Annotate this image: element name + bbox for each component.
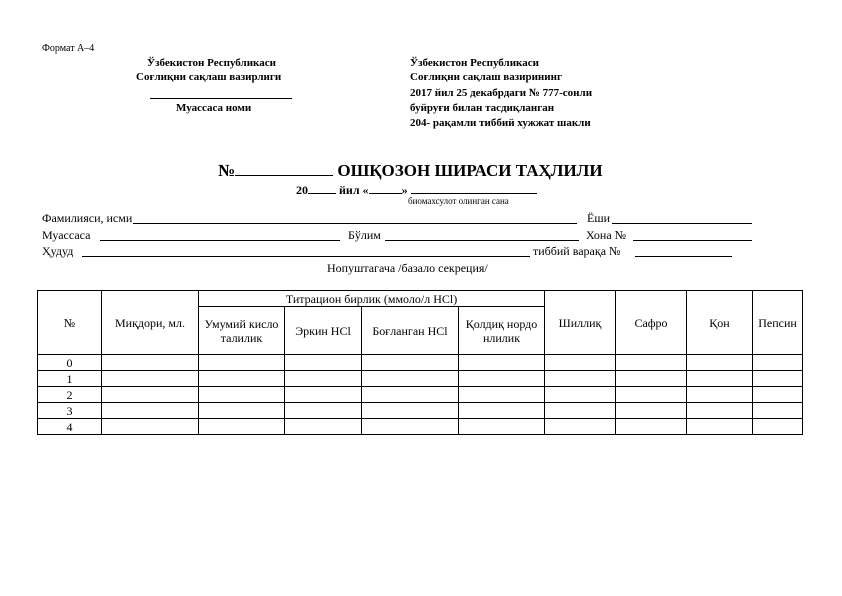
- row-number: 2: [38, 387, 102, 403]
- table-cell[interactable]: [687, 419, 753, 435]
- right-header-country: Ўзбекистон Республикаси: [410, 57, 539, 69]
- table-row: [38, 419, 803, 435]
- table-cell[interactable]: [753, 419, 803, 435]
- header-residual-acidity: Қолдиқ нордонлилик: [459, 307, 545, 355]
- table-row: [38, 403, 803, 419]
- department-label: Бўлим: [348, 228, 381, 242]
- table-cell[interactable]: [687, 371, 753, 387]
- analysis-table: [37, 290, 803, 435]
- table-cell[interactable]: [545, 387, 616, 403]
- medical-card-label: тиббий варақа №: [533, 244, 621, 258]
- table-cell[interactable]: [102, 419, 199, 435]
- name-label: Фамилияси, исми: [42, 211, 133, 225]
- table-cell[interactable]: [199, 387, 285, 403]
- table-cell[interactable]: [459, 387, 545, 403]
- table-cell[interactable]: [616, 387, 687, 403]
- table-cell[interactable]: [362, 419, 459, 435]
- institution-field-line[interactable]: [100, 228, 340, 241]
- date-day-blank: [369, 182, 402, 194]
- region-label: Ҳудуд: [42, 244, 74, 258]
- left-header-ministry: Соғлиқни сақлаш вазирлиги: [136, 71, 282, 83]
- header-free-hcl: Эркин HCl: [285, 307, 362, 355]
- table-cell[interactable]: [545, 403, 616, 419]
- header-titration-group: Титрацион бирлик (ммоло/л HCl): [199, 291, 545, 307]
- row-number: 0: [38, 355, 102, 371]
- table-cell[interactable]: [199, 419, 285, 435]
- institution-label: Муассаса: [42, 228, 91, 242]
- name-field-line[interactable]: [133, 211, 577, 224]
- header-no: №: [38, 291, 102, 355]
- table-cell[interactable]: [459, 355, 545, 371]
- table-cell[interactable]: [616, 419, 687, 435]
- date-year-prefix: 20: [296, 183, 308, 197]
- table-cell[interactable]: [102, 403, 199, 419]
- row-number: 1: [38, 371, 102, 387]
- table-cell[interactable]: [199, 355, 285, 371]
- table-cell[interactable]: [285, 355, 362, 371]
- table-cell[interactable]: [459, 371, 545, 387]
- right-header-order: 2017 йил 25 декабрдаги № 777-сонли: [410, 87, 593, 99]
- table-cell[interactable]: [362, 403, 459, 419]
- table-cell[interactable]: [362, 371, 459, 387]
- region-field-line[interactable]: [82, 244, 530, 257]
- medical-card-field-line[interactable]: [635, 244, 732, 257]
- table-cell[interactable]: [687, 355, 753, 371]
- title-text: ОШҚОЗОН ШИРАСИ ТАҲЛИЛИ: [337, 161, 603, 180]
- table-cell[interactable]: [545, 371, 616, 387]
- table-cell[interactable]: [199, 403, 285, 419]
- header-blood: Қон: [687, 291, 753, 355]
- table-cell[interactable]: [616, 355, 687, 371]
- table-cell[interactable]: [616, 371, 687, 387]
- row-number: 4: [38, 419, 102, 435]
- department-field-line[interactable]: [385, 228, 579, 241]
- table-cell[interactable]: [753, 403, 803, 419]
- date-year-suffix: йил «: [339, 183, 369, 197]
- table-cell[interactable]: [459, 419, 545, 435]
- left-header-country: Ўзбекистон Республикаси: [147, 57, 276, 69]
- room-label: Хона №: [586, 228, 627, 242]
- institution-name-line: [150, 86, 292, 99]
- table-cell[interactable]: [102, 355, 199, 371]
- header-pepsin: Пепсин: [753, 291, 803, 355]
- header-total-acidity: Умумий кислоталилик: [199, 307, 285, 355]
- table-cell[interactable]: [616, 403, 687, 419]
- table-cell[interactable]: [102, 371, 199, 387]
- room-field-line[interactable]: [633, 228, 752, 241]
- table-cell[interactable]: [199, 371, 285, 387]
- table-cell[interactable]: [753, 355, 803, 371]
- header-bile: Сафро: [616, 291, 687, 355]
- title-number-blank: [235, 160, 333, 176]
- table-cell[interactable]: [687, 403, 753, 419]
- table-cell[interactable]: [753, 387, 803, 403]
- table-cell[interactable]: [285, 371, 362, 387]
- right-header-ministry: Соғлиқни сақлаш вазирининг: [410, 71, 562, 83]
- table-cell[interactable]: [687, 387, 753, 403]
- age-label: Ёши: [587, 211, 610, 225]
- header-amount: Миқдори, мл.: [102, 291, 199, 355]
- secretion-subtitle: Нопуштагача /базало секреция/: [327, 261, 488, 275]
- header-mucus: Шиллиқ: [545, 291, 616, 355]
- table-cell[interactable]: [285, 419, 362, 435]
- table-cell[interactable]: [362, 387, 459, 403]
- table-cell[interactable]: [753, 371, 803, 387]
- page-title: [218, 160, 603, 181]
- table-row: [38, 387, 803, 403]
- table-row: [38, 355, 803, 371]
- header-bound-hcl: Боғланган HCl: [362, 307, 459, 355]
- title-number-sign: №: [218, 161, 236, 180]
- institution-name-label: Муассаса номи: [176, 102, 252, 114]
- table-cell[interactable]: [459, 403, 545, 419]
- right-header-form-number: 204- рақамли тиббий хужжат шакли: [410, 117, 591, 129]
- table-cell[interactable]: [545, 419, 616, 435]
- date-month-blank: [411, 182, 537, 194]
- date-quote-close: »: [401, 183, 408, 197]
- table-cell[interactable]: [102, 387, 199, 403]
- date-caption: биомахсулот олинган сана: [408, 196, 509, 206]
- table-cell[interactable]: [362, 355, 459, 371]
- right-header-approved: буйруғи билан тасдиқланган: [410, 102, 555, 114]
- table-cell[interactable]: [285, 387, 362, 403]
- table-row: [38, 371, 803, 387]
- table-cell[interactable]: [285, 403, 362, 419]
- row-number: 3: [38, 403, 102, 419]
- format-label: Формат А–4: [42, 43, 95, 54]
- date-year-blank: [308, 182, 336, 194]
- age-field-line[interactable]: [612, 211, 752, 224]
- table-cell[interactable]: [545, 355, 616, 371]
